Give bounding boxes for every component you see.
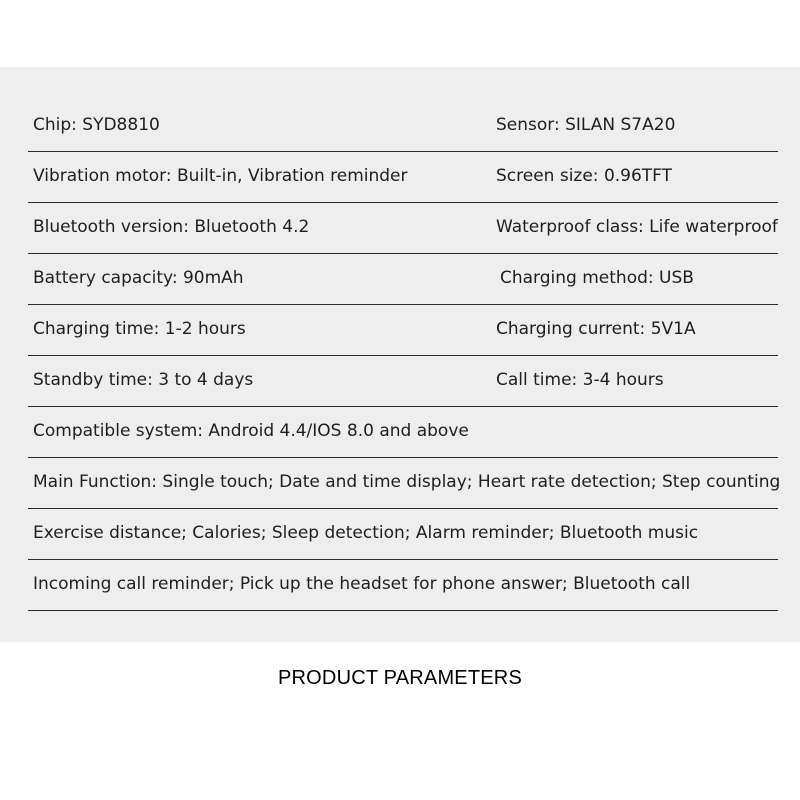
- spec-bluetooth-version: Bluetooth version: Bluetooth 4.2: [33, 217, 310, 237]
- section-title: PRODUCT PARAMETERS: [277, 667, 522, 689]
- spec-call-time: Call time: 3-4 hours: [496, 370, 664, 390]
- spec-row: [28, 203, 778, 254]
- spec-charging-method: Charging method: USB: [500, 268, 694, 288]
- spec-panel: [0, 67, 800, 642]
- spec-charging-current: Charging current: 5V1A: [496, 319, 696, 339]
- spec-row: [28, 152, 778, 203]
- spec-sensor: Sensor: SILAN S7A20: [496, 115, 676, 135]
- spec-battery-capacity: Battery capacity: 90mAh: [33, 268, 244, 288]
- spec-row: [28, 101, 778, 152]
- spec-vibration-motor: Vibration motor: Built-in, Vibration reminder: [33, 166, 408, 186]
- spec-screen-size: Screen size: 0.96TFT: [496, 166, 673, 186]
- spec-row: [28, 254, 778, 305]
- spec-charging-time: Charging time: 1-2 hours: [33, 319, 246, 339]
- spec-functions-continued: Exercise distance; Calories; Sleep detection; Alarm reminder; Bluetooth music: [33, 523, 699, 543]
- spec-row: [28, 509, 778, 560]
- spec-chip: Chip: SYD8810: [33, 115, 160, 135]
- spec-waterproof-class: Waterproof class: Life waterproof: [496, 217, 778, 237]
- spec-main-function: Main Function: Single touch; Date and time display; Heart rate detection; Step counting: [33, 472, 781, 492]
- spec-row: [28, 458, 781, 509]
- spec-row: [28, 356, 778, 407]
- spec-standby-time: Standby time: 3 to 4 days: [33, 370, 254, 390]
- spec-row: [28, 407, 778, 458]
- spec-row: [28, 560, 778, 611]
- spec-row: [28, 305, 778, 356]
- spec-compatible-system: Compatible system: Android 4.4/IOS 8.0 and above: [33, 421, 469, 441]
- spec-call-functions: Incoming call reminder; Pick up the headset for phone answer; Bluetooth call: [33, 574, 691, 594]
